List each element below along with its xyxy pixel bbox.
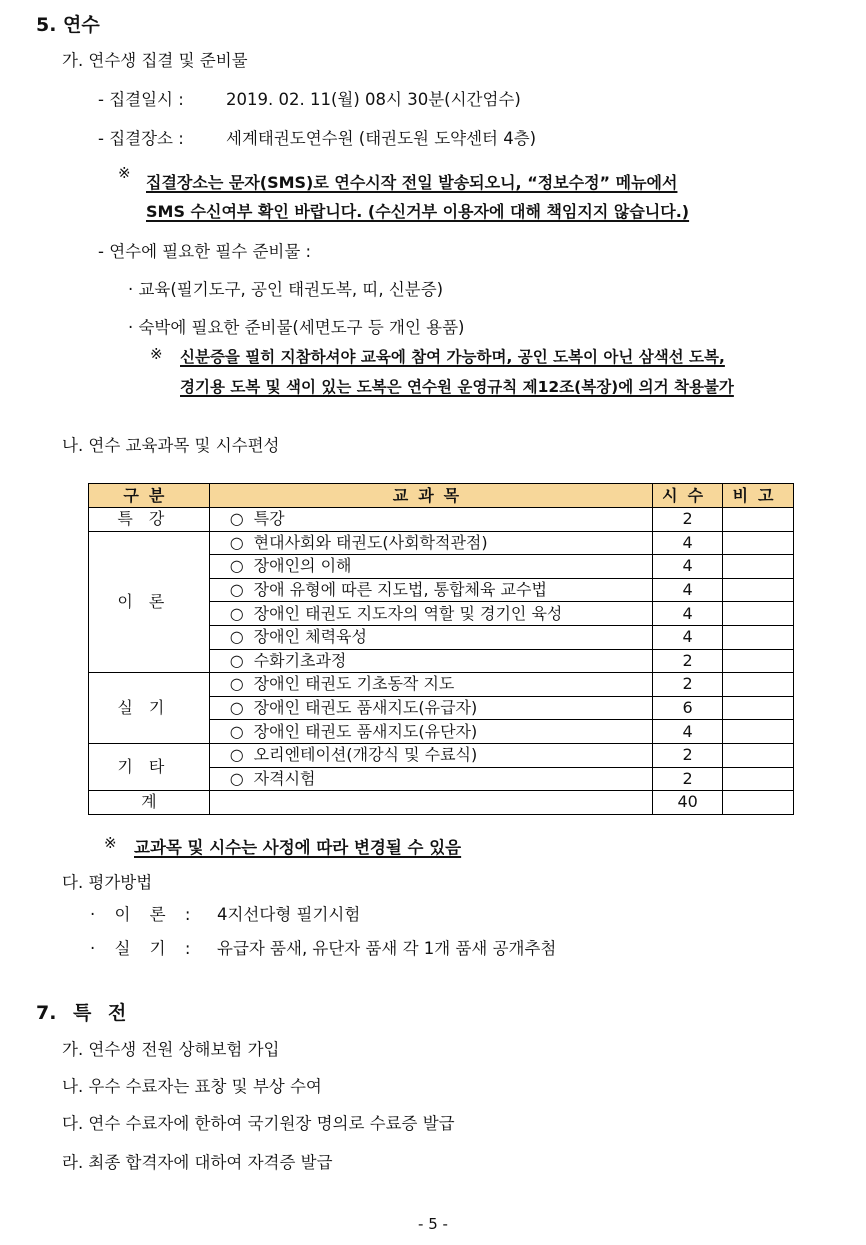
header-remarks: 비고 [723,484,794,508]
subject-cell: ○ 수화기초과정 [209,649,653,673]
curriculum-table [88,483,794,815]
assembly-place-label: - 집결장소 : [98,129,184,148]
circle-bullet-icon: ○ [229,674,244,694]
theory-eval-value: 4지선다형 필기시험 [217,905,361,924]
benefit-item: 가. 연수생 전원 상해보험 가입 [62,1040,280,1059]
remarks-cell [723,673,794,697]
circle-bullet-icon: ○ [229,509,244,529]
circle-bullet-icon: ○ [229,745,244,765]
prep-items-label: - 연수에 필요한 필수 준비물 : [98,242,312,261]
assembly-time-label: - 집결일시 : [98,90,184,109]
category-cell: 실기 [89,673,210,744]
reference-mark-icon: ※ [104,834,117,852]
subject-cell: ○ 오리엔테이션(개강식 및 수료식) [209,743,653,767]
category-cell: 이론 [89,531,210,673]
header-category: 구분 [89,484,210,508]
benefit-item: 라. 최종 합격자에 대하여 자격증 발급 [62,1153,333,1172]
circle-bullet-icon: ○ [229,698,244,718]
remarks-cell [723,578,794,602]
remarks-cell [723,625,794,649]
subsection-c-title: 다. 평가방법 [62,873,153,892]
subject-cell: ○ 장애인 태권도 지도자의 역할 및 경기인 육성 [209,602,653,626]
remarks-cell [723,602,794,626]
benefit-item: 다. 연수 수료자에 한하여 국기원장 명의로 수료증 발급 [62,1114,455,1133]
reference-mark-icon: ※ [118,164,131,182]
subsection-b-title: 나. 연수 교육과목 및 시수편성 [62,436,280,455]
hours-cell: 4 [653,578,723,602]
circle-bullet-icon: ○ [229,580,244,600]
subject-cell: ○ 장애인의 이해 [209,555,653,579]
sms-notice-line-2: SMS 수신여부 확인 바랍니다. (수신거부 이용자에 대해 책임지지 않습니다.) [146,202,690,221]
circle-bullet-icon: ○ [229,532,244,552]
section-7-title: 7. 특 전 [36,1002,127,1024]
hours-cell: 2 [653,743,723,767]
subject-cell: ○ 장애인 태권도 기초동작 지도 [209,673,653,697]
assembly-time-value: 2019. 02. 11(월) 08시 30분(시간엄수) [226,90,521,109]
reference-mark-icon: ※ [150,345,163,363]
table-total-row [89,791,794,815]
benefit-item: 나. 우수 수료자는 표창 및 부상 수여 [62,1077,322,1096]
table-header-row [89,484,794,508]
hours-cell: 2 [653,767,723,791]
hours-cell: 4 [653,720,723,744]
subject-cell: ○ 자격시험 [209,767,653,791]
remarks-cell [723,696,794,720]
remarks-cell [723,743,794,767]
page-number: - 5 - [418,1215,448,1233]
hours-cell: 4 [653,625,723,649]
total-subject-cell [209,791,653,815]
remarks-cell [723,531,794,555]
id-dobok-notice-line-1: 신분증을 필히 지참하셔야 교육에 참여 가능하며, 공인 도복이 아닌 삼색선 도복, [180,348,725,366]
remarks-cell [723,720,794,744]
hours-cell: 4 [653,555,723,579]
practice-eval-value: 유급자 품새, 유단자 품새 각 1개 품새 공개추첨 [217,939,557,958]
prep-item-lodging: · 숙박에 필요한 준비물(세면도구 등 개인 용품) [128,318,465,337]
circle-bullet-icon: ○ [229,650,244,670]
category-cell: 특강 [89,508,210,532]
hours-cell: 4 [653,531,723,555]
hours-cell: 2 [653,673,723,697]
section-5-title: 5. 연수 [36,14,100,36]
subsection-a-title: 가. 연수생 집결 및 준비물 [62,51,248,70]
circle-bullet-icon: ○ [229,603,244,623]
circle-bullet-icon: ○ [229,768,244,788]
remarks-cell [723,555,794,579]
subject-cell: ○ 현대사회와 태권도(사회학적관점) [209,531,653,555]
total-hours-cell: 40 [653,791,723,815]
prep-item-education: · 교육(필기도구, 공인 태권도복, 띠, 신분증) [128,280,444,299]
table-row [89,531,794,555]
subject-cell: ○ 장애인 태권도 품새지도(유급자) [209,696,653,720]
practice-eval-label: · 실 기 : [90,939,191,958]
subject-cell: ○ 장애 유형에 따른 지도법, 통합체육 교수법 [209,578,653,602]
header-hours: 시수 [653,484,723,508]
circle-bullet-icon: ○ [229,556,244,576]
hours-cell: 4 [653,602,723,626]
total-remarks-cell [723,791,794,815]
circle-bullet-icon: ○ [229,721,244,741]
assembly-place-value: 세계태권도연수원 (태권도원 도약센터 4층) [226,129,537,148]
remarks-cell [723,767,794,791]
remarks-cell [723,508,794,532]
category-cell: 기타 [89,743,210,790]
hours-cell: 2 [653,649,723,673]
id-dobok-notice-line-2: 경기용 도복 및 색이 있는 도복은 연수원 운영규칙 제12조(복장)에 의거 착용불가 [180,378,734,396]
remarks-cell [723,649,794,673]
header-subject: 교과목 [209,484,653,508]
circle-bullet-icon: ○ [229,627,244,647]
hours-cell: 2 [653,508,723,532]
subject-cell: ○ 장애인 체력육성 [209,625,653,649]
subject-cell: ○ 장애인 태권도 품새지도(유단자) [209,720,653,744]
table-row [89,673,794,697]
total-label-cell: 계 [89,791,210,815]
table-row [89,508,794,532]
hours-cell: 6 [653,696,723,720]
table-row [89,743,794,767]
curriculum-change-note: 교과목 및 시수는 사정에 따라 변경될 수 있음 [134,838,462,857]
theory-eval-label: · 이 론 : [90,905,191,924]
sms-notice-line-1: 집결장소는 문자(SMS)로 연수시작 전일 발송되오니, “정보수정” 메뉴에서 [146,173,678,192]
subject-cell: ○ 특강 [209,508,653,532]
